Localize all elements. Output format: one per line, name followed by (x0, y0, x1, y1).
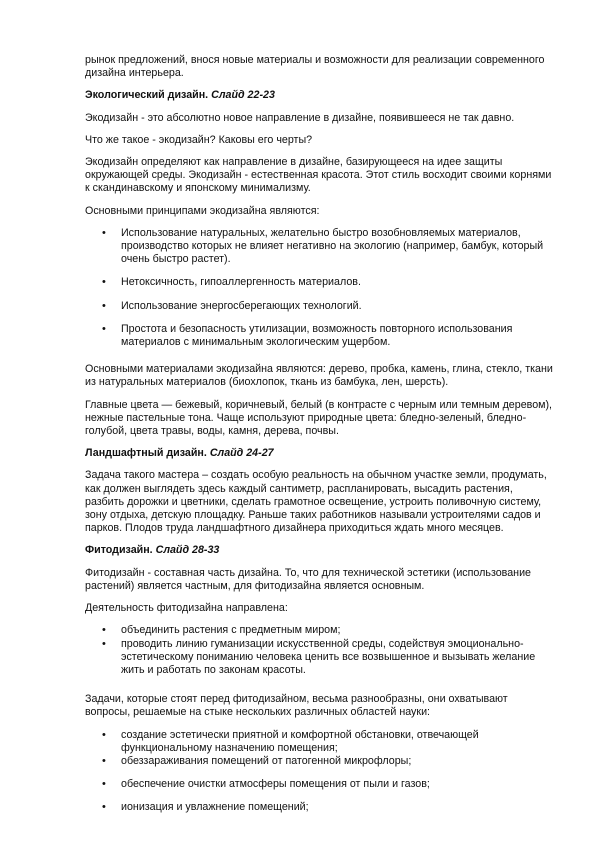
list-item: • Нетоксичность, гипоаллергенность материалов. (85, 276, 553, 289)
phyto-heading-title: Фитодизайн. (85, 544, 153, 557)
phyto-design-heading (85, 544, 553, 557)
list-item: • обеззараживания помещений от патогенной микрофлоры; (85, 755, 553, 768)
phyto-directions-list (85, 624, 553, 677)
phyto-paragraph-1: Фитодизайн - составная часть дизайна. То, что для технической эстетики (использование растений) является частным, для фитодизайна является основным. (85, 566, 531, 592)
landscape-heading-slide: Слайд 24-27 (209, 447, 274, 460)
eco-heading-title: Экологический дизайн. (85, 89, 209, 102)
phyto-heading-slide: Слайд 28-33 (155, 544, 220, 557)
eco-paragraph-3: Экодизайн определяют как направление в дизайне, базирующееся на идее защиты окружающей среды. Экодизайн - естественная красота. Этот стиль восходит своими корнями к скандинавскому и японскому минимализму. (85, 156, 552, 195)
phyto-tasks-list (85, 729, 553, 815)
eco-principles-list (85, 227, 553, 349)
eco-heading-slide: Слайд 22-23 (211, 89, 275, 102)
eco-paragraph-2: Что же такое - экодизайн? Каковы его черты? (85, 133, 313, 146)
list-item: • создание эстетически приятной и комфортной обстановки, отвечающей функциональному назначению помещения; (85, 729, 553, 755)
list-item: • Использование натуральных, желательно быстро возобновляемых материалов, производство которых не влияет негативно на экологию (например, бамбук, который очень быстро растет). (85, 227, 553, 267)
list-item: • обеспечение очистки атмосферы помещения от пыли и газов; (85, 778, 553, 791)
intro-continuation-paragraph: рынок предложений, внося новые материалы и возможности для реализации современного дизайна интерьера. (85, 54, 545, 80)
list-item: • Простота и безопасность утилизации, возможность повторного использования материалов с минимальным экологическим ущербом. (85, 323, 553, 349)
phyto-paragraph-3: Задачи, которые стоят перед фитодизайном, весьма разнообразны, они охватывают вопросы, решаемые на стыке нескольких различных областей науки: (85, 693, 508, 719)
landscape-design-heading (85, 447, 553, 460)
list-item: • объединить растения с предметным миром; (85, 624, 553, 637)
list-item: • проводить линию гуманизации искусственной среды, содействуя эмоционально-эстетическому пониманию человека ценить все возвышенное и вызывать желание жить и работать по законам красоты. (85, 638, 553, 678)
eco-paragraph-5: Основными материалами экодизайна являются: дерево, пробка, камень, глина, стекло, ткани из натуральных материалов (биохлопок, ткань из бамбука, лен, шерсть). (85, 363, 553, 389)
eco-design-heading (85, 89, 553, 102)
eco-paragraph-1: Экодизайн - это абсолютно новое направление в дизайне, появившееся не так давно. (85, 111, 515, 124)
list-item: • ионизация и увлажнение помещений; (85, 801, 553, 814)
list-item: • Использование энергосберегающих технологий. (85, 300, 553, 313)
landscape-paragraph-1: Задача такого мастера – создать особую реальность на обычном участке земли, продумать, как должен выглядеть здесь каждый сантиметр, распланировать, высадить растения, разбить дорожки и цветники, сделать грамотное освещение, устроить поливочную систему, зону отдыха, детскую площадку. Раньше таких работников называли устроителями садов и парков. Плодов труда ландшафтного дизайнера приходиться ждать много месяцев. (85, 469, 547, 535)
eco-paragraph-4: Основными принципами экодизайна являются: (85, 204, 320, 217)
landscape-heading-title: Ландшафтный дизайн. (85, 447, 207, 460)
document-page (85, 54, 553, 825)
eco-paragraph-6: Главные цвета — бежевый, коричневый, белый (в контрасте с черным или темным деревом), нежные пастельные тона. Чаще используют природные цвета: бледно-зеленый, бледно-голубой, цвета травы, воды, камня, дерева, почвы. (85, 398, 553, 438)
phyto-paragraph-2: Деятельность фитодизайна направлена: (85, 602, 288, 615)
